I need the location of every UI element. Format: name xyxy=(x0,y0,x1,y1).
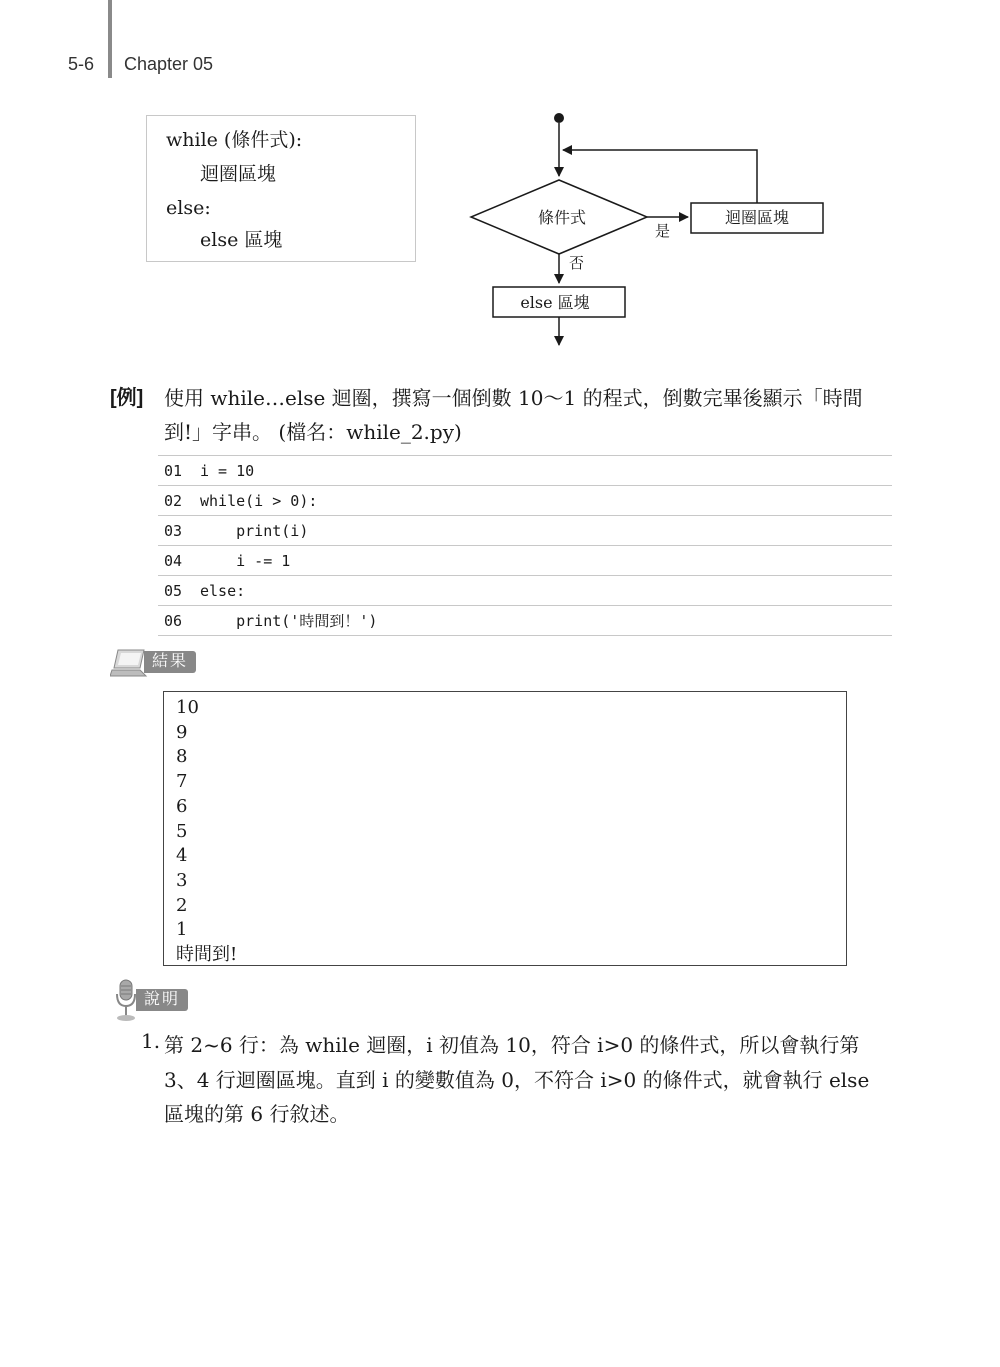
output-line: 7 xyxy=(176,771,188,793)
output-line: 9 xyxy=(176,721,188,743)
yes-label: 是 xyxy=(655,222,671,240)
code-row xyxy=(158,546,892,576)
syntax-line: while (條件式): xyxy=(166,129,303,151)
output-line: 10 xyxy=(176,697,199,718)
no-label: 否 xyxy=(569,254,585,272)
line-number: 04 xyxy=(164,551,183,570)
output-line: 1 xyxy=(176,919,188,941)
syntax-line: else 區塊 xyxy=(200,229,283,251)
output-line: 2 xyxy=(176,894,188,916)
explanation-badge: 說明 xyxy=(136,989,188,1011)
line-number: 02 xyxy=(164,491,183,510)
explanation-line: 區塊的第 6 行敘述。 xyxy=(164,1102,350,1126)
condition-label: 條件式 xyxy=(537,208,587,227)
code-text: print('時間到！') xyxy=(200,612,378,630)
code-row xyxy=(158,486,892,516)
code-text: else: xyxy=(200,581,246,600)
example-tag: [例] xyxy=(110,387,144,409)
output-line: 4 xyxy=(176,845,188,867)
code-row xyxy=(158,456,892,486)
code-row xyxy=(158,606,892,636)
line-number: 06 xyxy=(164,611,183,630)
code-text: i -= 1 xyxy=(200,551,291,570)
output-line: 6 xyxy=(176,795,188,817)
code-row xyxy=(158,516,892,546)
result-badge: 結果 xyxy=(144,651,196,673)
line-number: 03 xyxy=(164,521,183,540)
code-listing xyxy=(158,455,892,636)
example-text-line: 使用 while…else 迴圈，撰寫一個倒數 10～1 的程式，倒數完畢後顯示「時間 xyxy=(164,386,863,410)
loop-block-label: 迴圈區塊 xyxy=(724,208,790,227)
code-text: i = 10 xyxy=(200,461,255,480)
line-number: 05 xyxy=(164,581,183,600)
explanation-line: 3、4 行迴圈區塊。直到 i 的變數值為 0，不符合 i>0 的條件式，就會執行 else xyxy=(164,1068,870,1092)
code-row xyxy=(158,576,892,606)
output-line: 5 xyxy=(176,820,188,842)
header-divider xyxy=(108,0,112,78)
output-box xyxy=(163,691,847,966)
line-number: 01 xyxy=(164,461,183,480)
explanation-item-number: 1. xyxy=(141,1029,161,1053)
syntax-line: else: xyxy=(166,197,211,219)
code-text: while(i > 0): xyxy=(200,491,318,510)
output-line: 8 xyxy=(176,746,188,768)
syntax-line: 迴圈區塊 xyxy=(200,163,277,185)
output-line: 3 xyxy=(176,869,188,891)
output-line: 時間到! xyxy=(176,944,238,966)
code-text: print(i) xyxy=(200,521,309,540)
example-text-line: 到!」字串。 (檔名：while_2.py) xyxy=(164,420,462,444)
page-number: 5-6 xyxy=(68,54,95,74)
explanation-line: 第 2~6 行：為 while 迴圈，i 初值為 10，符合 i>0 的條件式，所以會執行第 xyxy=(164,1033,860,1057)
flowchart xyxy=(460,105,840,355)
start-node xyxy=(554,113,564,123)
chapter-title: Chapter 05 xyxy=(124,54,214,74)
else-block-label: else 區塊 xyxy=(520,293,590,312)
